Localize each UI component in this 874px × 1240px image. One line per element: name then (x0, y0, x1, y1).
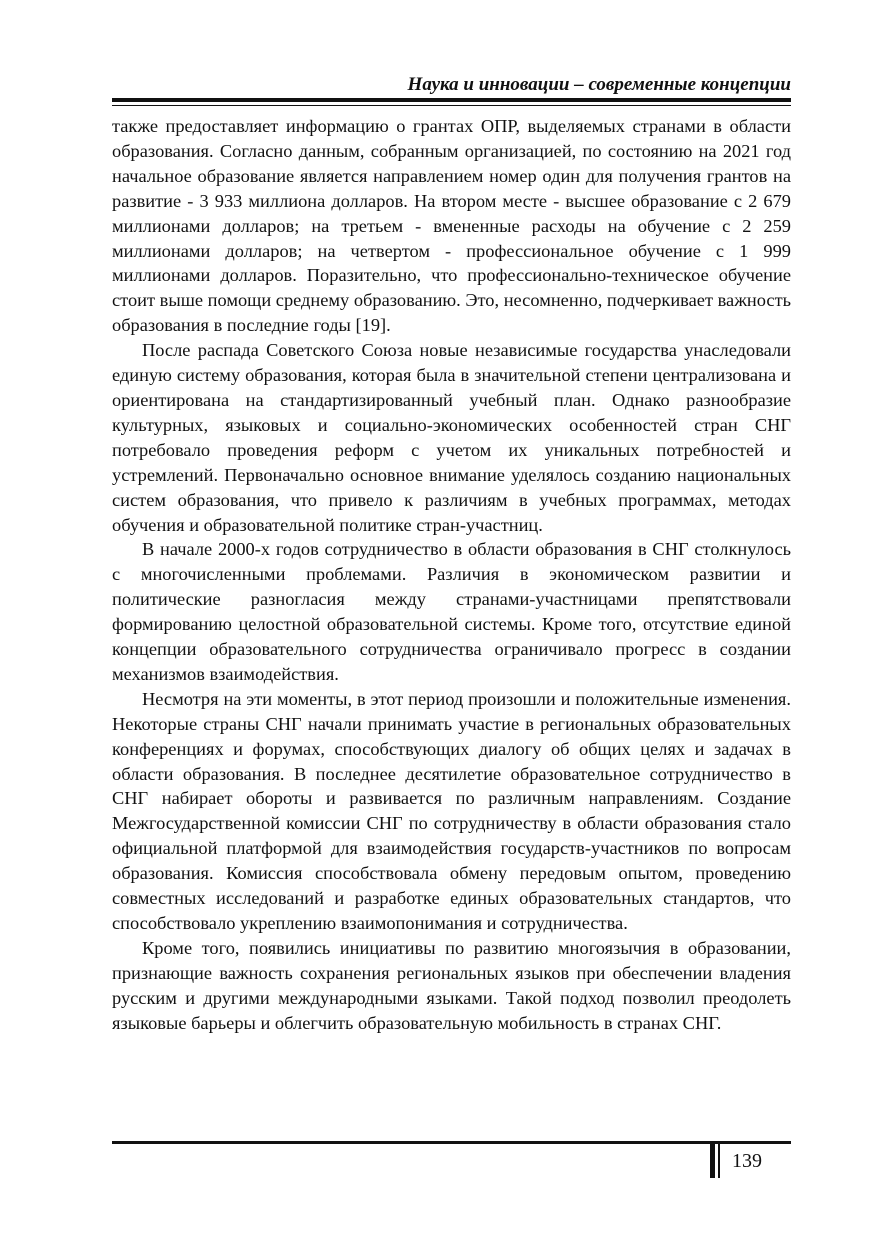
footer-bar-thick (710, 1141, 715, 1178)
paragraph-1: также предоставляет информацию о грантах ОПР, выделяемых странами в области образования. Согласно данным, собранным организацией, по состоянию на 2021 год начальное образование является направлением номер один для получения грантов на развитие - 3 933 миллиона долларов. На втором месте - высшее образование с 2 679 миллионами долларов; на третьем - вмененные расходы на обучение с 2 259 миллионами долларов; на четвертом - профессиональное обучение с 1 999 миллионами долларов. Поразительно, что профессионально-техническое обучение стоит выше помощи среднему образованию. Это, несомненно, подчеркивает важность образования в последние годы [19]. (112, 116, 791, 336)
header-rule-thick (112, 98, 791, 102)
paragraph-5: Кроме того, появились инициативы по развитию многоязычия в образовании, признающие важность сохранения региональных языков при обеспечении владения русским и другими международными языками. Такой подход позволил преодолеть языковые барьеры и облегчить образовательную мобильность в странах СНГ. (112, 937, 791, 1033)
footer-rule (112, 1141, 791, 1144)
running-header-title: Наука и инновации – современные концепции (407, 74, 791, 95)
body-text (112, 114, 791, 1036)
paragraph-2: После распада Советского Союза новые независимые государства унаследовали единую систему образования, которая была в значительной степени централизована и ориентирована на стандартизированный учебный план. Однако разнообразие культурных, языковых и социально-экономических особенностей стран СНГ потребовало проведения реформ с учетом их уникальных потребностей и устремлений. Первоначально основное внимание уделялось созданию национальных систем образования, что привело к различиям в учебных программах, методах обучения и образовательной политике стран-участниц. (112, 340, 791, 535)
page-number: 139 (732, 1150, 762, 1172)
footer-bar-thin (718, 1141, 720, 1178)
paragraph-4: Несмотря на эти моменты, в этот период произошли и положительные изменения. Некоторые страны СНГ начали принимать участие в региональных образовательных конференциях и форумах, способствующих диалогу об общих целях и задачах в области образования. В последнее десятилетие образовательное сотрудничество в СНГ набирает обороты и развивается по различным направлениям. Создание Межгосударственной комиссии СНГ по сотрудничеству в области образования стало официальной платформой для взаимодействия государств-участников по вопросам образования. Комиссия способствовала обмену передовым опытом, проведению совместных исследований и разработке единых образовательных стандартов, что способствовало укреплению взаимопонимания и сотрудничества. (112, 688, 791, 933)
paragraph-3: В начале 2000-х годов сотрудничество в области образования в СНГ столкнулось с многочисленными проблемами. Различия в экономическом развитии и политические разногласия между странами-участницами препятствовали формированию целостной образовательной системы. Кроме того, отсутствие единой концепции образовательного сотрудничества ограничивало прогресс в создании механизмов взаимодействия. (112, 539, 791, 684)
header-rule-thin (112, 105, 791, 106)
